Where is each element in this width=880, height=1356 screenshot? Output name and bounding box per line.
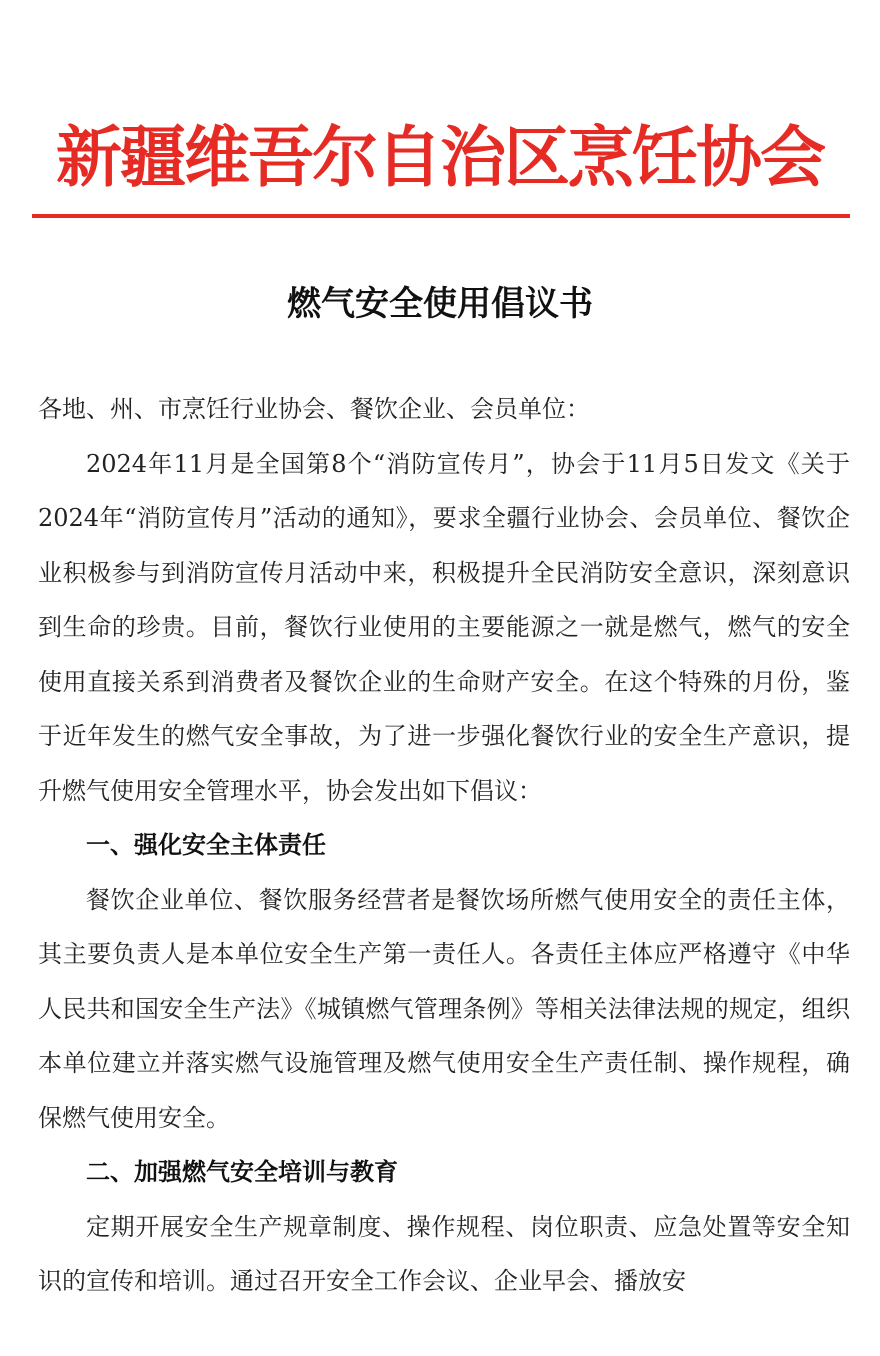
document-title: 燃气安全使用倡议书 bbox=[287, 284, 593, 324]
letterhead-divider bbox=[32, 214, 850, 218]
intro-paragraph: 2024年11月是全国第8个“消防宣传月”，协会于11月5日发文《关于2024年“消防宣传月”活动的通知》，要求全疆行业协会、会员单位、餐饮企业积极参与到消防宣传月活动中来，积极提升全民消防安全意识，深刻意识到生命的珍贵。目前，餐饮行业使用的主要能源之一就是燃气，燃气的安全使用直接关系到消费者及餐饮企业的生命财产安全。在这个特殊的月份，鉴于近年发生的燃气安全事故，为了进一步强化餐饮行业的安全生产意识，提升燃气使用安全管理水平，协会发出如下倡议： bbox=[38, 449, 850, 805]
salutation: 各地、州、市烹饪行业协会、餐饮企业、会员单位： bbox=[38, 395, 590, 423]
document-body bbox=[38, 382, 850, 1309]
section-paragraph: 餐饮企业单位、餐饮服务经营者是餐饮场所燃气使用安全的责任主体，其主要负责人是本单位安全生产第一责任人。各责任主体应严格遵守《中华人民共和国安全生产法》《城镇燃气管理条例》等相关法律法规的规定，组织本单位建立并落实燃气设施管理及燃气使用安全生产责任制、操作规程，确保燃气使用安全。 bbox=[38, 885, 850, 1132]
section-heading: 二、加强燃气安全培训与教育 bbox=[86, 1157, 398, 1186]
section-heading: 一、强化安全主体责任 bbox=[86, 830, 326, 859]
section-paragraph: 定期开展安全生产规章制度、操作规程、岗位职责、应急处置等安全知识的宣传和培训。通过召开安全工作会议、企业早会、播放安 bbox=[38, 1212, 850, 1295]
letterhead-org-name: 新疆维吾尔自治区烹饪协会 bbox=[56, 118, 824, 196]
